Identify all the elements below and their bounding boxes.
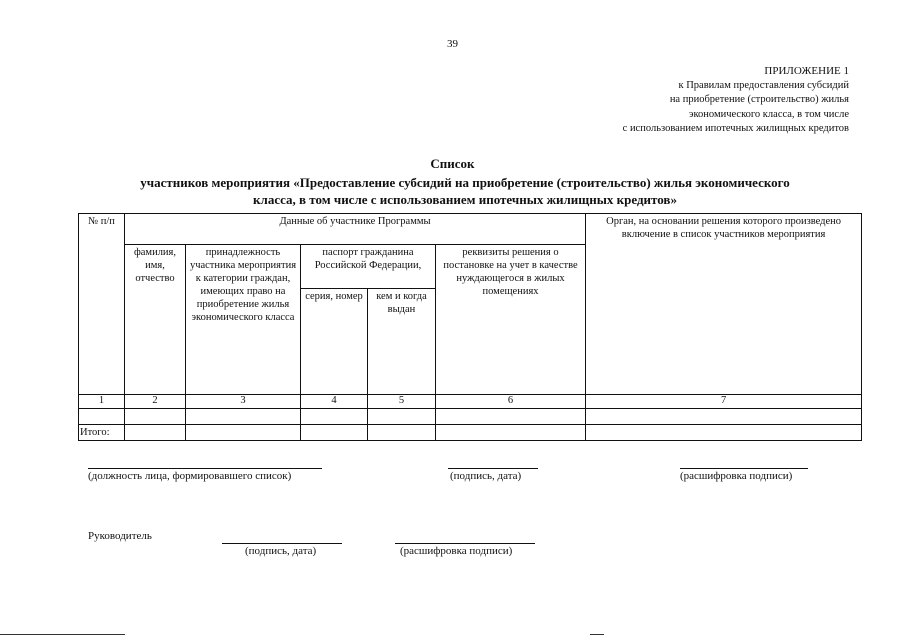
- position-caption: (должность лица, формировавшего список): [88, 470, 292, 482]
- header-authority: Орган, на основании решения которого произведено включение в список участников мероприятия: [586, 214, 862, 395]
- head-label: Руководитель: [88, 530, 152, 542]
- appendix-line: с использованием ипотечных жилищных кредитов: [622, 123, 849, 134]
- table-cell: [368, 425, 436, 441]
- column-number: 4: [301, 395, 368, 409]
- table-cell: [301, 425, 368, 441]
- column-number: 2: [125, 395, 186, 409]
- header-participant-data: Данные об участнике Программы: [125, 214, 586, 245]
- signature-line: [88, 468, 322, 469]
- appendix-line: на приобретение (строительство) жилья: [669, 94, 849, 105]
- header-passport-series: серия, номер: [301, 289, 368, 395]
- document-subtitle-line: класса, в том числе с использованием ипотечных жилищных кредитов»: [253, 192, 677, 207]
- head-decode-caption: (расшифровка подписи): [400, 545, 513, 557]
- header-category: принадлежность участника мероприятия к категории граждан, имеющих право на приобретение жилья экономического класса: [186, 245, 301, 395]
- signature-line: [395, 543, 535, 544]
- participants-table: [78, 213, 862, 441]
- table-cell: [436, 409, 586, 425]
- total-row: [79, 425, 862, 441]
- column-number: 1: [79, 395, 125, 409]
- table-cell: [586, 409, 862, 425]
- table-cell: [186, 425, 301, 441]
- table-cell: [586, 425, 862, 441]
- table-row: [79, 409, 862, 425]
- column-number: 7: [586, 395, 862, 409]
- table-cell: [125, 409, 186, 425]
- table-cell: [125, 425, 186, 441]
- page-number: 39: [447, 38, 458, 50]
- signature-line: [222, 543, 342, 544]
- column-number: 5: [368, 395, 436, 409]
- header-passport-issued: кем и когда выдан: [368, 289, 436, 395]
- document-title: Список: [430, 156, 475, 171]
- total-label: Итого:: [79, 425, 125, 441]
- header-row-number: № п/п: [79, 214, 125, 395]
- document-subtitle: [70, 174, 860, 208]
- column-number: 6: [436, 395, 586, 409]
- table-cell: [79, 409, 125, 425]
- signature-line: [448, 468, 538, 469]
- column-number-row: [79, 395, 862, 409]
- appendix-block: [623, 64, 849, 137]
- appendix-line: к Правилам предоставления субсидий: [678, 79, 849, 91]
- sign-date-caption: (подпись, дата): [450, 470, 522, 482]
- header-registration-decision: реквизиты решения о постановке на учет в качестве нуждающегося в жилых помещениях: [436, 245, 586, 395]
- decode-caption: (расшифровка подписи): [680, 470, 793, 482]
- signature-line: [680, 468, 808, 469]
- appendix-line: экономического класса, в том числе: [688, 108, 849, 120]
- scan-edge-mark: [590, 634, 604, 635]
- table-cell: [368, 409, 436, 425]
- head-sign-date-caption: (подпись, дата): [245, 545, 317, 557]
- document-subtitle-line: участников мероприятия «Предоставление субсидий на приобретение (строительство) жилья экономического: [140, 175, 790, 190]
- scan-edge-mark: [0, 634, 125, 635]
- header-full-name: фамилия, имя, отчество: [125, 245, 186, 395]
- column-number: 3: [186, 395, 301, 409]
- table-cell: [301, 409, 368, 425]
- header-passport: паспорт гражданина Российской Федерации,: [301, 245, 436, 289]
- appendix-title: ПРИЛОЖЕНИЕ 1: [764, 65, 849, 77]
- table-cell: [186, 409, 301, 425]
- table-cell: [436, 425, 586, 441]
